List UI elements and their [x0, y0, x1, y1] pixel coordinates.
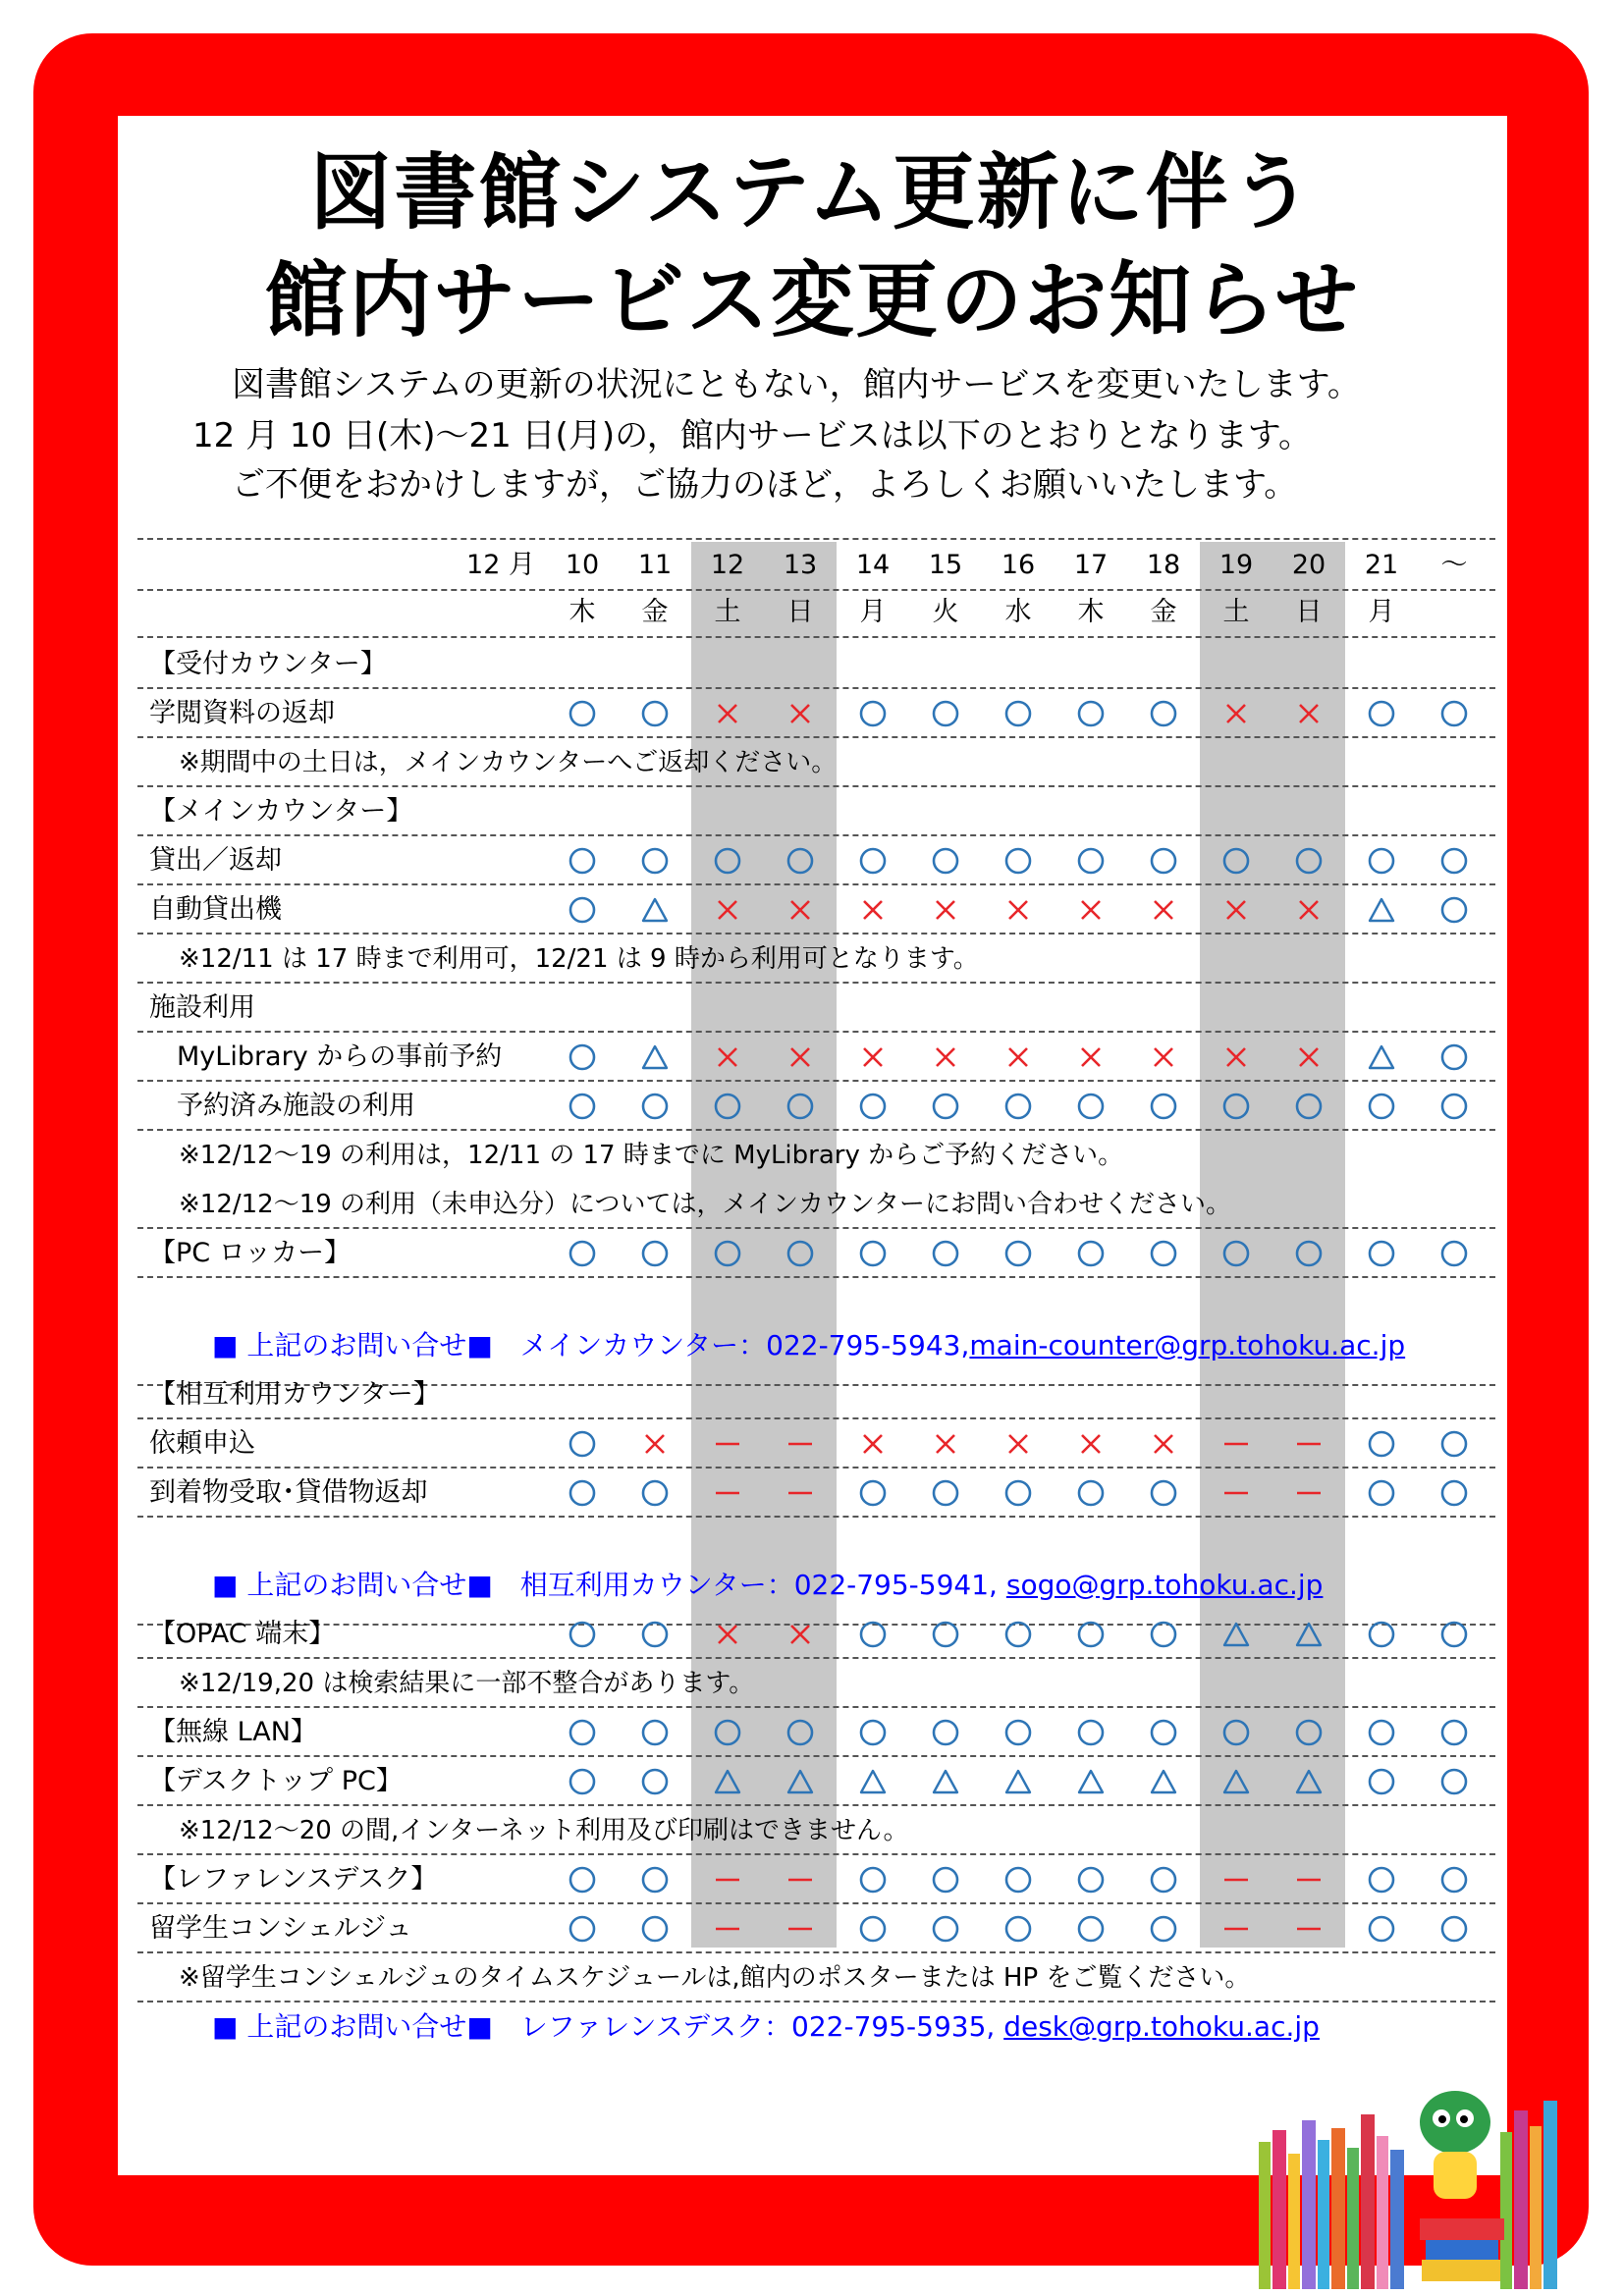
cross-icon: [619, 1426, 691, 1462]
circle-icon: [837, 1911, 909, 1947]
cross-icon: [764, 1040, 837, 1075]
circle-icon: [619, 1764, 691, 1799]
date-9: 19: [1218, 550, 1254, 580]
circle-icon: [1055, 1236, 1127, 1271]
cross-icon: [1055, 892, 1127, 928]
circle-icon: [1200, 843, 1272, 879]
circle-icon: [1055, 1475, 1127, 1511]
circle-icon: [691, 843, 764, 879]
circle-icon: [764, 1715, 837, 1750]
date-8: 18: [1146, 550, 1181, 580]
cross-icon: [764, 1617, 837, 1652]
intro-line-3: ご不便をおかけしますが，ご協力のほど，よろしくお願いいたします。: [232, 465, 1298, 505]
circle-icon: [909, 1236, 982, 1271]
dash-icon: [691, 1911, 764, 1947]
circle-icon: [837, 843, 909, 879]
dashed-divider: [137, 736, 1495, 738]
dashed-divider: [137, 2001, 1495, 2002]
date-0: 10: [565, 550, 600, 580]
dash-icon: [1272, 1862, 1345, 1897]
dash-icon: [1200, 1426, 1272, 1462]
dashed-divider: [137, 589, 1495, 591]
circle-icon: [546, 696, 619, 731]
dashed-divider: [137, 982, 1495, 984]
dashed-divider: [137, 1804, 1495, 1806]
circle-icon: [1272, 1089, 1345, 1124]
date-7: 17: [1073, 550, 1109, 580]
dashed-divider: [137, 1129, 1495, 1131]
circle-icon: [1200, 1089, 1272, 1124]
service-label: 到着物受取･貸借物返却: [149, 1477, 428, 1508]
dashed-divider: [137, 1657, 1495, 1659]
circle-icon: [1345, 1475, 1418, 1511]
circle-icon: [619, 696, 691, 731]
dash-icon: [764, 1475, 837, 1511]
circle-icon: [837, 1475, 909, 1511]
date-2: 12: [710, 550, 745, 580]
service-label: 自動貸出機: [149, 894, 282, 925]
dashed-divider: [137, 1276, 1495, 1278]
weekday-11: 月: [1368, 597, 1395, 627]
weekday-4: 月: [859, 597, 887, 627]
circle-icon: [1418, 1040, 1490, 1075]
triangle-icon: [1345, 1040, 1418, 1075]
cross-icon: [909, 1040, 982, 1075]
cross-icon: [837, 1040, 909, 1075]
dashed-divider: [137, 1031, 1495, 1033]
section-header: 【相互利用カウンター】: [149, 1379, 440, 1410]
service-label: 【OPAC 端末】: [149, 1619, 336, 1649]
note-text: ※12/12～19 の利用は，12/11 の 17 時までに MyLibrary からご予約ください。: [179, 1141, 1124, 1170]
circle-icon: [1127, 843, 1200, 879]
triangle-icon: [1055, 1764, 1127, 1799]
circle-icon: [909, 1617, 982, 1652]
circle-icon: [1418, 1426, 1490, 1462]
circle-icon: [546, 1089, 619, 1124]
dash-icon: [1200, 1475, 1272, 1511]
books-icon: [1259, 2101, 1557, 2289]
circle-icon: [619, 1715, 691, 1750]
triangle-icon: [1272, 1764, 1345, 1799]
contact-email-link[interactable]: sogo@grp.tohoku.ac.jp: [1005, 1569, 1324, 1601]
cross-icon: [1200, 696, 1272, 731]
circle-icon: [1200, 1236, 1272, 1271]
dashed-divider: [137, 538, 1495, 540]
cross-icon: [691, 1040, 764, 1075]
dash-icon: [1200, 1911, 1272, 1947]
cross-icon: [1272, 696, 1345, 731]
circle-icon: [764, 1236, 837, 1271]
circle-icon: [619, 1862, 691, 1897]
triangle-icon: [1345, 892, 1418, 928]
circle-icon: [1127, 1617, 1200, 1652]
cross-icon: [691, 696, 764, 731]
dashed-divider: [137, 1227, 1495, 1229]
mascot-icon: [1420, 2091, 1504, 2281]
dash-icon: [764, 1426, 837, 1462]
circle-icon: [619, 1617, 691, 1652]
contact-text: ■ 上記のお問い合せ■ メインカウンター：022-795-5943,: [212, 1329, 970, 1362]
cross-icon: [909, 892, 982, 928]
dash-icon: [691, 1862, 764, 1897]
weekday-7: 木: [1077, 597, 1105, 627]
triangle-icon: [909, 1764, 982, 1799]
circle-icon: [1055, 843, 1127, 879]
cross-icon: [837, 1426, 909, 1462]
cross-icon: [764, 892, 837, 928]
dashed-divider: [137, 1951, 1495, 1953]
cross-icon: [1127, 1040, 1200, 1075]
contact-text: ■ 上記のお問い合せ■ レファレンスデスク：022-795-5935,: [212, 2010, 1004, 2043]
circle-icon: [1418, 1911, 1490, 1947]
service-label: 予約済み施設の利用: [177, 1091, 415, 1121]
circle-icon: [837, 1617, 909, 1652]
circle-icon: [982, 843, 1055, 879]
circle-icon: [1345, 1911, 1418, 1947]
cross-icon: [691, 892, 764, 928]
circle-icon: [1055, 1617, 1127, 1652]
circle-icon: [1418, 1862, 1490, 1897]
dashed-divider: [137, 1516, 1495, 1518]
circle-icon: [1345, 1089, 1418, 1124]
circle-icon: [1055, 1715, 1127, 1750]
circle-icon: [1345, 696, 1418, 731]
cross-icon: [909, 1426, 982, 1462]
contact-info: [212, 1568, 1323, 1603]
dashed-divider: [137, 883, 1495, 885]
circle-icon: [1418, 1236, 1490, 1271]
intro-line-1: 図書館システムの更新の状況にともない，館内サービスを変更いたします。: [232, 365, 1361, 404]
service-label: 学閲資料の返却: [149, 698, 335, 728]
dashed-divider: [137, 1902, 1495, 1904]
circle-icon: [982, 1475, 1055, 1511]
circle-icon: [837, 1089, 909, 1124]
dashed-divider: [137, 1080, 1495, 1082]
date-12: ～: [1440, 550, 1468, 580]
circle-icon: [619, 1089, 691, 1124]
service-label: 【レファレンスデスク】: [149, 1864, 438, 1895]
date-3: 13: [783, 550, 818, 580]
circle-icon: [1200, 1715, 1272, 1750]
cross-icon: [837, 892, 909, 928]
circle-icon: [546, 1236, 619, 1271]
dash-icon: [764, 1862, 837, 1897]
dashed-divider: [137, 933, 1495, 934]
date-4: 14: [855, 550, 891, 580]
triangle-icon: [1127, 1764, 1200, 1799]
circle-icon: [1418, 1617, 1490, 1652]
circle-icon: [619, 1475, 691, 1511]
title-line-1: 図書館システム更新に伴う: [309, 144, 1315, 240]
weekday-1: 金: [641, 597, 669, 627]
triangle-icon: [1272, 1617, 1345, 1652]
circle-icon: [764, 843, 837, 879]
contact-info: [212, 1328, 1405, 1363]
dash-icon: [1272, 1911, 1345, 1947]
dashed-divider: [137, 1755, 1495, 1757]
contact-text: ■ 上記のお問い合せ■ 相互利用カウンター：022-795-5941,: [212, 1569, 1006, 1601]
circle-icon: [546, 1715, 619, 1750]
dash-icon: [1272, 1475, 1345, 1511]
note-text: ※12/12～20 の間,インターネット利用及び印刷はできません。: [179, 1816, 909, 1845]
cross-icon: [982, 1426, 1055, 1462]
circle-icon: [691, 1236, 764, 1271]
triangle-icon: [837, 1764, 909, 1799]
note-text: ※12/11 は 17 時まで利用可，12/21 は 9 時から利用可となります。: [179, 944, 979, 974]
section-header: 【受付カウンター】: [149, 649, 387, 679]
dashed-divider: [137, 687, 1495, 689]
circle-icon: [1127, 1911, 1200, 1947]
circle-icon: [546, 892, 619, 928]
circle-icon: [1055, 1089, 1127, 1124]
circle-icon: [1418, 1475, 1490, 1511]
triangle-icon: [1200, 1764, 1272, 1799]
circle-icon: [1418, 696, 1490, 731]
triangle-icon: [691, 1764, 764, 1799]
circle-icon: [982, 1715, 1055, 1750]
circle-icon: [909, 1862, 982, 1897]
circle-icon: [837, 1862, 909, 1897]
circle-icon: [982, 696, 1055, 731]
circle-icon: [546, 1617, 619, 1652]
date-10: 20: [1291, 550, 1326, 580]
circle-icon: [1127, 1715, 1200, 1750]
cross-icon: [1055, 1040, 1127, 1075]
circle-icon: [691, 1715, 764, 1750]
weekday-6: 水: [1004, 597, 1032, 627]
date-6: 16: [1001, 550, 1036, 580]
dash-icon: [1272, 1426, 1345, 1462]
weekday-2: 土: [714, 597, 741, 627]
section-header: 【メインカウンター】: [149, 796, 413, 827]
weekday-8: 金: [1150, 597, 1177, 627]
circle-icon: [982, 1862, 1055, 1897]
circle-icon: [982, 1089, 1055, 1124]
circle-icon: [546, 1911, 619, 1947]
circle-icon: [1418, 843, 1490, 879]
circle-icon: [1127, 1089, 1200, 1124]
cross-icon: [691, 1617, 764, 1652]
intro-line-2: 12 月 10 日(木)～21 日(月)の，館内サービスは以下のとおりとなります。: [192, 416, 1312, 455]
title-line-2: 館内サービス変更のお知らせ: [264, 252, 1360, 348]
note-text: ※期間中の土日は，メインカウンターへご返却ください。: [179, 748, 838, 777]
circle-icon: [909, 1475, 982, 1511]
circle-icon: [1272, 843, 1345, 879]
dashed-divider: [137, 1467, 1495, 1468]
weekday-9: 土: [1222, 597, 1250, 627]
circle-icon: [1055, 696, 1127, 731]
circle-icon: [1345, 1862, 1418, 1897]
date-5: 15: [928, 550, 963, 580]
circle-icon: [909, 1911, 982, 1947]
circle-icon: [1418, 1089, 1490, 1124]
circle-icon: [1345, 1617, 1418, 1652]
cross-icon: [982, 892, 1055, 928]
weekday-5: 火: [932, 597, 959, 627]
weekday-10: 日: [1295, 597, 1323, 627]
dashed-divider: [137, 834, 1495, 836]
circle-icon: [546, 1764, 619, 1799]
service-label: 【無線 LAN】: [149, 1717, 317, 1747]
circle-icon: [546, 1475, 619, 1511]
circle-icon: [619, 843, 691, 879]
service-label: 【デスクトップ PC】: [149, 1766, 403, 1796]
circle-icon: [1127, 1236, 1200, 1271]
contact-email-link[interactable]: desk@grp.tohoku.ac.jp: [1003, 2010, 1320, 2043]
cross-icon: [1200, 892, 1272, 928]
service-label: MyLibrary からの事前予約: [177, 1041, 503, 1072]
circle-icon: [619, 1236, 691, 1271]
circle-icon: [909, 843, 982, 879]
contact-info: [212, 2009, 1320, 2045]
dash-icon: [691, 1426, 764, 1462]
cross-icon: [1127, 1426, 1200, 1462]
circle-icon: [546, 843, 619, 879]
service-label: 貸出／返却: [149, 845, 282, 876]
note-text: ※留学生コンシェルジュのタイムスケジュールは,館内のポスターまたは HP をご覧ください。: [179, 1963, 1251, 1993]
circle-icon: [982, 1617, 1055, 1652]
service-label: 留学生コンシェルジュ: [149, 1913, 412, 1944]
note-text: ※12/12～19 の利用（未申込分）については，メインカウンターにお問い合わせください。: [179, 1190, 1231, 1219]
circle-icon: [1418, 1715, 1490, 1750]
circle-icon: [1272, 1236, 1345, 1271]
circle-icon: [1127, 1475, 1200, 1511]
triangle-icon: [1200, 1617, 1272, 1652]
date-1: 11: [637, 550, 673, 580]
circle-icon: [546, 1862, 619, 1897]
circle-icon: [909, 696, 982, 731]
service-label: 【PC ロッカー】: [149, 1238, 352, 1268]
contact-email-link[interactable]: main-counter@grp.tohoku.ac.jp: [969, 1329, 1406, 1362]
circle-icon: [1418, 892, 1490, 928]
triangle-icon: [982, 1764, 1055, 1799]
cross-icon: [764, 696, 837, 731]
circle-icon: [1055, 1911, 1127, 1947]
circle-icon: [764, 1089, 837, 1124]
service-label: 依頼申込: [149, 1428, 255, 1459]
circle-icon: [1418, 1764, 1490, 1799]
circle-icon: [1345, 843, 1418, 879]
dashed-divider: [137, 785, 1495, 787]
circle-icon: [837, 1236, 909, 1271]
weekday-3: 日: [786, 597, 814, 627]
circle-icon: [1345, 1764, 1418, 1799]
circle-icon: [982, 1236, 1055, 1271]
cross-icon: [1055, 1426, 1127, 1462]
circle-icon: [909, 1715, 982, 1750]
dashed-divider: [137, 1417, 1495, 1419]
circle-icon: [619, 1911, 691, 1947]
circle-icon: [546, 1426, 619, 1462]
dash-icon: [764, 1911, 837, 1947]
weekday-0: 木: [568, 597, 596, 627]
dash-icon: [1200, 1862, 1272, 1897]
note-text: ※12/19,20 は検索結果に一部不整合があります。: [179, 1669, 755, 1698]
circle-icon: [1127, 1862, 1200, 1897]
date-11: 21: [1364, 550, 1399, 580]
circle-icon: [982, 1911, 1055, 1947]
cross-icon: [982, 1040, 1055, 1075]
cross-icon: [1127, 892, 1200, 928]
triangle-icon: [764, 1764, 837, 1799]
month-label: 12 月: [466, 550, 535, 580]
dash-icon: [691, 1475, 764, 1511]
dashed-divider: [137, 636, 1495, 638]
circle-icon: [837, 1715, 909, 1750]
cross-icon: [1272, 1040, 1345, 1075]
section-header: 施設利用: [149, 992, 255, 1023]
dashed-divider: [137, 1853, 1495, 1855]
triangle-icon: [619, 892, 691, 928]
cross-icon: [1200, 1040, 1272, 1075]
mascot-with-books-illustration: [1247, 2071, 1561, 2292]
cross-icon: [1272, 892, 1345, 928]
circle-icon: [837, 696, 909, 731]
circle-icon: [691, 1089, 764, 1124]
circle-icon: [1272, 1715, 1345, 1750]
circle-icon: [909, 1089, 982, 1124]
circle-icon: [1345, 1426, 1418, 1462]
circle-icon: [1127, 696, 1200, 731]
circle-icon: [1345, 1715, 1418, 1750]
circle-icon: [1345, 1236, 1418, 1271]
dashed-divider: [137, 1706, 1495, 1708]
circle-icon: [546, 1040, 619, 1075]
triangle-icon: [619, 1040, 691, 1075]
circle-icon: [1055, 1862, 1127, 1897]
